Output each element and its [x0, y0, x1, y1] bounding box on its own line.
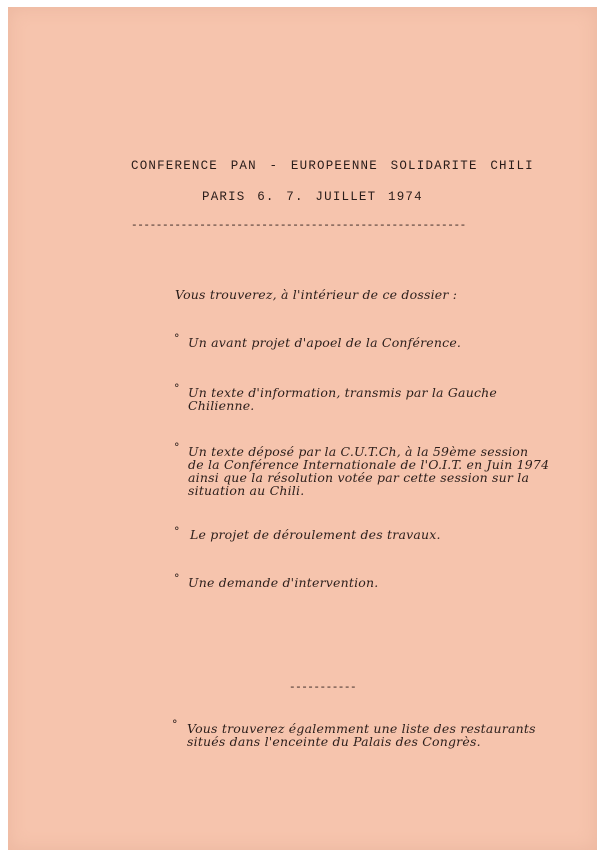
document-title: CONFERENCE PAN - EUROPEENNE SOLIDARITE CHILI — [131, 159, 534, 173]
list-item-line: de la Conférence Internationale de l'O.I.T. en Juin 1974 — [188, 457, 550, 472]
bullet-marker: ° — [174, 382, 180, 395]
bullet-marker: ° — [174, 572, 180, 585]
footer-note — [187, 722, 536, 748]
document-subtitle: PARIS 6. 7. JUILLET 1974 — [202, 190, 423, 204]
bullet-marker: ° — [174, 441, 180, 454]
list-item-line: situation au Chili. — [188, 483, 305, 498]
intro-text: Vous trouverez, à l'intérieur de ce dossier : — [175, 287, 458, 302]
list-item — [190, 528, 441, 541]
list-item — [188, 336, 461, 349]
list-item-line: Un texte déposé par la C.U.T.Ch, à la 59ème session — [188, 444, 529, 459]
header-rule: ------------------------------------------------------ — [131, 220, 466, 232]
list-item-line: Un avant projet d'apoel de la Conférence. — [188, 335, 462, 350]
footer-note-line: situés dans l'enceinte du Palais des Congrès. — [187, 734, 481, 749]
footer-note-line: Vous trouverez égalemment une liste des restaurants — [187, 721, 536, 736]
list-item — [188, 445, 549, 497]
document-page — [8, 7, 597, 850]
list-item — [188, 386, 497, 412]
list-item-line: Une demande d'intervention. — [188, 575, 379, 590]
list-item-line: ainsi que la résolution votée par cette session sur la — [188, 470, 530, 485]
bullet-marker: ° — [174, 332, 180, 345]
list-item-line: Le projet de déroulement des travaux. — [190, 527, 441, 542]
list-item-line: Un texte d'information, transmis par la Gauche — [188, 385, 498, 400]
bullet-marker: ° — [174, 525, 180, 538]
list-item-line: Chilienne. — [188, 398, 255, 413]
bullet-marker: ° — [172, 718, 178, 731]
list-item — [188, 576, 378, 589]
section-separator: ----------- — [289, 682, 357, 694]
